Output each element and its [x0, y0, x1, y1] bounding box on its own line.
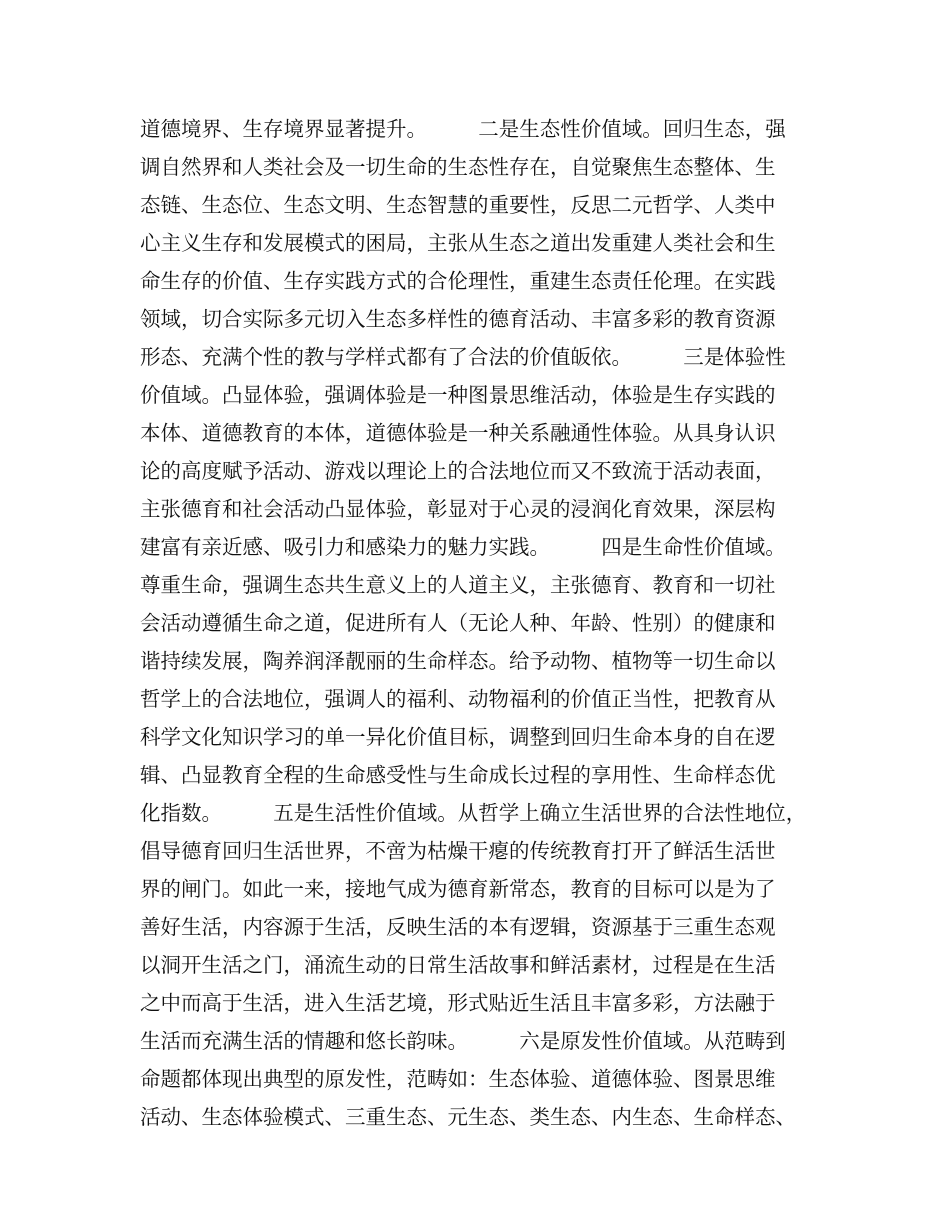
- text-line: 善好生活，内容源于生活，反映生活的本有逻辑，资源基于三重生态观: [140, 915, 776, 939]
- text-line: 命题都体现出典型的原发性，范畴如：生态体验、道德体验、图景思维: [140, 1067, 776, 1091]
- text-line: 领域，切合实际多元切入生态多样性的德育活动、丰富多彩的教育资源: [140, 307, 776, 331]
- text-line: 论的高度赋予活动、游戏以理论上的合法地位而又不致流于活动表面，: [140, 459, 776, 483]
- text-line: 态链、生态位、生态文明、生态智慧的重要性，反思二元哲学、人类中: [140, 193, 776, 217]
- text-line: 倡导德育回归生活世界，不啻为枯燥干瘪的传统教育打开了鲜活生活世: [140, 839, 776, 863]
- text-line: 活动、生态体验模式、三重生态、元生态、类生态、内生态、生命样态、: [140, 1105, 796, 1129]
- text-line: 界的闸门。如此一来，接地气成为德育新常态，教育的目标可以是为了: [140, 877, 776, 901]
- text-line: 哲学上的合法地位，强调人的福利、动物福利的价值正当性，把教育从: [140, 687, 776, 711]
- text-line: 本体、道德教育的本体，道德体验是一种关系融通性体验。从具身认识: [140, 421, 776, 445]
- text-line: 谐持续发展，陶养润泽靓丽的生命样态。给予动物、植物等一切生命以: [140, 649, 776, 673]
- text-line: 心主义生存和发展模式的困局，主张从生态之道出发重建人类社会和生: [140, 231, 776, 255]
- text-line: 会活动遵循生命之道，促进所有人（无论人种、年龄、性别）的健康和: [140, 611, 776, 635]
- text-line: 科学文化知识学习的单一异化价值目标，调整到回归生命本身的自在逻: [140, 725, 776, 749]
- text-line: 形态、充满个性的教与学样式都有了合法的价值皈依。 三是体验性: [140, 345, 786, 369]
- text-line: 之中而高于生活，进入生活艺境，形式贴近生活且丰富多彩，方法融于: [140, 991, 776, 1015]
- text-line: 主张德育和社会活动凸显体验，彰显对于心灵的浸润化育效果，深层构: [140, 497, 776, 521]
- text-line: 生活而充满生活的情趣和悠长韵味。 六是原发性价值域。从范畴到: [140, 1029, 786, 1053]
- text-line: 调自然界和人类社会及一切生命的生态性存在，自觉聚焦生态整体、生: [140, 155, 776, 179]
- text-line: 辑、凸显教育全程的生命感受性与生命成长过程的享用性、生命样态优: [140, 763, 776, 787]
- text-line: 建富有亲近感、吸引力和感染力的魅力实践。 四是生命性价值域。: [140, 535, 786, 559]
- text-line: 命生存的价值、生存实践方式的合伦理性，重建生态责任伦理。在实践: [140, 269, 776, 293]
- text-line: 化指数。 五是生活性价值域。从哲学上确立生活世界的合法性地位，: [140, 801, 807, 825]
- body-text: [140, 110, 830, 1136]
- text-line: 价值域。凸显体验，强调体验是一种图景思维活动，体验是生存实践的: [140, 383, 776, 407]
- text-line: 尊重生命，强调生态共生意义上的人道主义，主张德育、教育和一切社: [140, 573, 776, 597]
- text-line: 道德境界、生存境界显著提升。 二是生态性价值域。回归生态，强: [140, 117, 786, 141]
- text-line: 以洞开生活之门，涌流生动的日常生活故事和鲜活素材，过程是在生活: [140, 953, 776, 977]
